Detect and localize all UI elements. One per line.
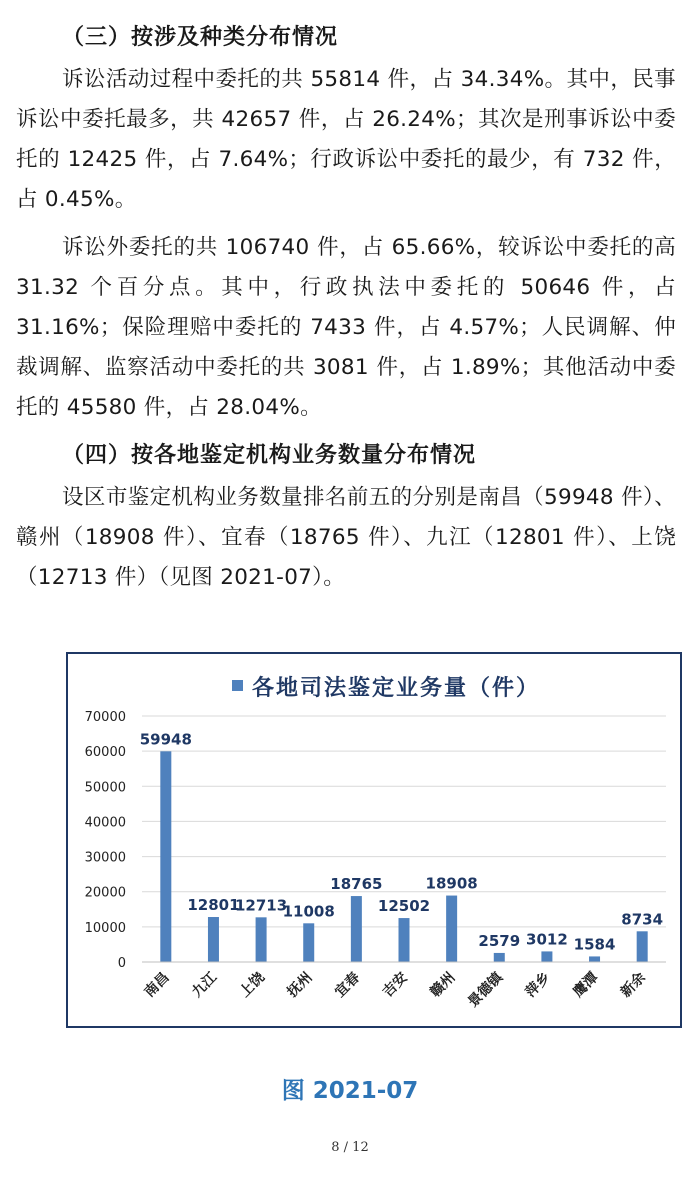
data-label: 12713 — [234, 896, 288, 915]
chart-title: 各地司法鉴定业务量（件） — [252, 676, 541, 701]
bar — [208, 917, 219, 962]
section4-paragraph-1: 设区市鉴定机构业务数量排名前五的分别是南昌（59948 件）、赣州（18908 件）、宜春（18765 件）、九江（12801 件）、上饶（12713 件）（见图 2021-07）。 — [16, 485, 677, 590]
bar — [256, 917, 267, 962]
y-tick-label: 40000 — [84, 815, 126, 831]
data-label: 2579 — [478, 931, 521, 950]
section4-heading: （四）按各地鉴定机构业务数量分布情况 — [62, 443, 477, 468]
x-tick-label: 萍乡 — [522, 969, 554, 1001]
bar — [399, 918, 410, 962]
x-tick-label: 景德镇 — [465, 969, 507, 1011]
y-tick-label: 70000 — [84, 710, 126, 725]
data-label: 12502 — [377, 897, 431, 916]
bar — [446, 896, 457, 962]
section3-paragraph-2: 诉讼外委托的共 106740 件，占 65.66%，较诉讼中委托的高 31.32 个百分点。其中，行政执法中委托的 50646 件，占 31.16%；保险理赔中委托的 7433 件，占 4.57%；人民调解、仲裁调解、监察活动中委托的共 3081 件，占 1.89%；其他活动中委托的 45580 件，占 28.04%。 — [16, 235, 676, 420]
y-tick-label: 20000 — [84, 885, 126, 901]
x-tick-label: 吉安 — [379, 969, 411, 1001]
y-tick-label: 10000 — [84, 920, 126, 936]
data-label: 1584 — [573, 935, 616, 954]
x-tick-label: 九江 — [189, 969, 221, 1001]
x-tick-label: 鹰潭 — [570, 969, 602, 1001]
page-number: 8 / 12 — [331, 1140, 369, 1155]
bar — [351, 896, 362, 962]
chart-frame — [66, 652, 682, 1028]
data-label: 12801 — [187, 896, 240, 915]
x-tick-label: 上饶 — [236, 969, 268, 1001]
data-label: 18765 — [330, 875, 383, 894]
bar — [303, 923, 314, 962]
bar — [160, 751, 171, 962]
data-label: 11008 — [282, 902, 335, 921]
x-tick-label: 南昌 — [141, 969, 173, 1001]
bar — [541, 951, 552, 962]
figure-caption: 图 2021-07 — [281, 1078, 419, 1104]
y-axis-ticks — [85, 710, 126, 971]
x-axis-labels — [141, 968, 649, 1010]
legend-swatch — [232, 680, 243, 691]
x-tick-label: 新余 — [617, 969, 650, 1001]
data-label: 59948 — [139, 730, 192, 749]
bar — [494, 953, 505, 962]
data-label: 3012 — [526, 930, 568, 949]
x-tick-label: 宜春 — [332, 969, 364, 1001]
bar — [589, 956, 600, 962]
data-label: 8734 — [621, 910, 664, 929]
y-tick-label: 30000 — [84, 850, 126, 866]
y-tick-label: 50000 — [84, 780, 126, 796]
section3-heading: （三）按涉及种类分布情况 — [62, 25, 339, 50]
chart-legend — [232, 675, 540, 701]
y-tick-label: 60000 — [84, 745, 126, 761]
section3-paragraph-1: 诉讼活动过程中委托的共 55814 件，占 34.34%。其中，民事诉讼中委托最多，共 42657 件，占 26.24%；其次是刑事诉讼中委托的 12425 件，占 7.64%；行政诉讼中委托的最少，有 732 件，占 0.45%。 — [16, 67, 676, 212]
x-tick-label: 赣州 — [427, 969, 459, 1001]
bar-chart — [68, 654, 680, 1026]
y-tick-label: 0 — [117, 956, 126, 971]
x-tick-label: 抚州 — [284, 969, 316, 1001]
bar — [637, 931, 648, 962]
data-label: 18908 — [425, 874, 478, 893]
